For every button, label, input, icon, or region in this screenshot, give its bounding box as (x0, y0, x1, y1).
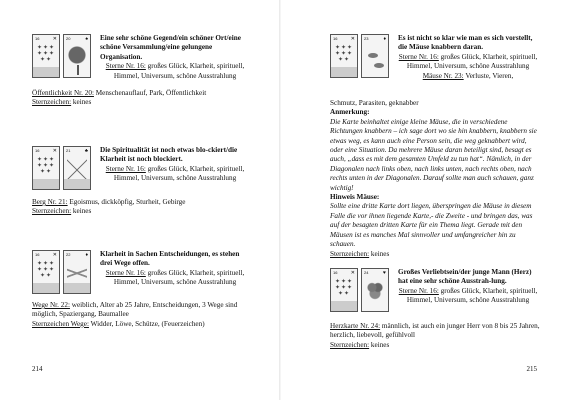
card-meaning-1: Sterne Nr. 16: großes Glück, Klarheit, spirituell, Himmel, Universum, schöne Ausstrahlung (105, 62, 245, 80)
hint-heading: Hinweis Mäuse: (330, 193, 380, 202)
note-heading: Anmerkung: (330, 108, 370, 117)
card-pair-2 (32, 146, 91, 190)
card-meaning-1: Sterne Nr. 16: großes Glück, Klarheit, spirituell, Himmel, Universum, schöne Ausstrahlung (398, 52, 538, 71)
right-entry-2-extra (330, 322, 540, 350)
entry-3-extra (32, 301, 252, 329)
heart-card-image: 24 ♥ (361, 268, 389, 312)
park-card-image: 20 ♠ (63, 34, 91, 78)
entry-1-text (100, 34, 250, 81)
right-entry-2-text (398, 268, 538, 306)
card-meaning-1: Sterne Nr. 16: großes Glück, Klarheit, spirituell, Himmel, Universum, schöne Ausstrahlung (105, 268, 245, 287)
mountain-card-image: 21 ♣ (63, 146, 91, 190)
zodiac-line: Sternzeichen Wege: Widder, Löwe, Schütze, (Feuerzeichen) (32, 319, 205, 328)
entry-title: Klarheit in Sachen Entscheidungen, es stehen drei Wege offen. (100, 250, 240, 268)
card-pair-4 (330, 34, 389, 78)
entry-1-extra (32, 89, 252, 108)
stars-card-image: 16 ✕ ✦✦✦ ✦✦✦ ✦✦ (32, 146, 60, 190)
card-pair-5 (330, 268, 389, 312)
note-text: Die Karte beinhaltet einige kleine Mäuse, die in verschiedene Richtungen knabbern – ich sage dort wo sie hin knabbern, knabbern sie etwas weg, es kann auch eine Person sein, die weg geknabbert wird, oder eine Situation. Da mehrere Mäuse daran beteiligt sind, besagt es auch, „dass es mit dem gesamten Umfeld zu tun hat“. Nämlich, in der Diagonalen nach links oben, nach links unten, nach rechts oben, nach rechts unten in der Diagonalen. Darauf sollte man auch schauen, ganz wichtig! (330, 117, 537, 192)
stars-card-image: 16 ✕ ✦✦✦ ✦✦✦ ✦✦ (330, 34, 358, 78)
entry-2-extra (32, 198, 252, 217)
card-meaning-2: Wege Nr. 22: weiblich, Alter ab 25 Jahre, Entscheidungen, 3 Wege sind möglich, Spaziergang, Baumallee (32, 301, 238, 319)
entry-3-text (100, 250, 250, 288)
zodiac-line: Sternzeichen: keines (330, 340, 390, 349)
page-number: 215 (526, 365, 537, 373)
entry-title: Großes Verliebtsein/der junge Mann (Herz) hat eine sehr schöne Ausstrah-lung. (398, 268, 532, 286)
card-pair-1 (32, 34, 91, 78)
stars-card-image: 16 ✕ ✦✦✦ ✦✦✦ ✦✦ (330, 268, 358, 312)
stars-card-image: 16 ✕ ✦✦✦ ✦✦✦ ✦✦ (32, 34, 60, 78)
ways-card-image: 22 ♦ (63, 250, 91, 294)
card-meaning-2: Berg Nr. 21: Egoismus, dickköpfig, Sturheit, Gebirge (32, 198, 186, 206)
card-meaning-2-cont: Schmutz, Parasiten, geknabber (330, 99, 419, 107)
hint-text: Sollte eine dritte Karte dort liegen, überspringen die Mäuse in diesem Falle die vor ihnen liegende Karte,- die Zweite - und bringen das, was auf der besagten dritten Karte für ein Thema liegt. Gerade mit den Mäusen ist es manches Mal sinnvoller und umfangreicher hin zu schauen. (330, 202, 533, 249)
left-page (0, 0, 280, 400)
card-meaning-1: Sterne Nr. 16: großes Glück, Klarheit, spirituell, Himmel, Universum, schöne Ausstrahlung (398, 286, 538, 305)
zodiac-line: Sternzeichen: keines (32, 98, 92, 107)
zodiac-line: Sternzeichen: keines (32, 207, 92, 216)
stars-card-image: 16 ✕ ✦✦✦ ✦✦✦ ✦✦ (32, 250, 60, 294)
mice-card-image: 23 ♦ (361, 34, 389, 78)
card-meaning-2: Öffentlichkeit Nr. 20: Menschenauflauf, Park, Öffentlichkeit (32, 89, 207, 97)
entry-title: Die Spiritualität ist noch etwas blo-ckiert/die Klarheit ist noch blockiert. (100, 146, 238, 164)
right-page (280, 0, 561, 400)
card-pair-3 (32, 250, 91, 294)
zodiac-line: Sternzeichen: keines (330, 249, 390, 258)
entry-2-text (100, 146, 250, 184)
card-meaning-1: Sterne Nr. 16: großes Glück, Klarheit, spirituell, Himmel, Universum, schöne Ausstrahlung (105, 164, 245, 183)
right-entry-1-notes (330, 99, 540, 259)
entry-title: Es ist nicht so klar wie man es sich vorstellt, die Mäuse knabbern daran. (398, 34, 533, 52)
page-number: 214 (32, 365, 43, 373)
right-entry-1-text (398, 34, 538, 81)
card-meaning-2: Herzkarte Nr. 24: männlich, ist auch ein junger Herr von 8 bis 25 Jahren, herzlich, liebevoll, gefühlvoll (330, 322, 540, 340)
entry-title: Eine sehr schöne Gegend/ein schöner Ort/eine schöne Versammlung/eine gelungene Organisation. (100, 34, 241, 61)
card-meaning-2: Mäuse Nr. 23: Verluste, Vieren, (422, 71, 514, 80)
